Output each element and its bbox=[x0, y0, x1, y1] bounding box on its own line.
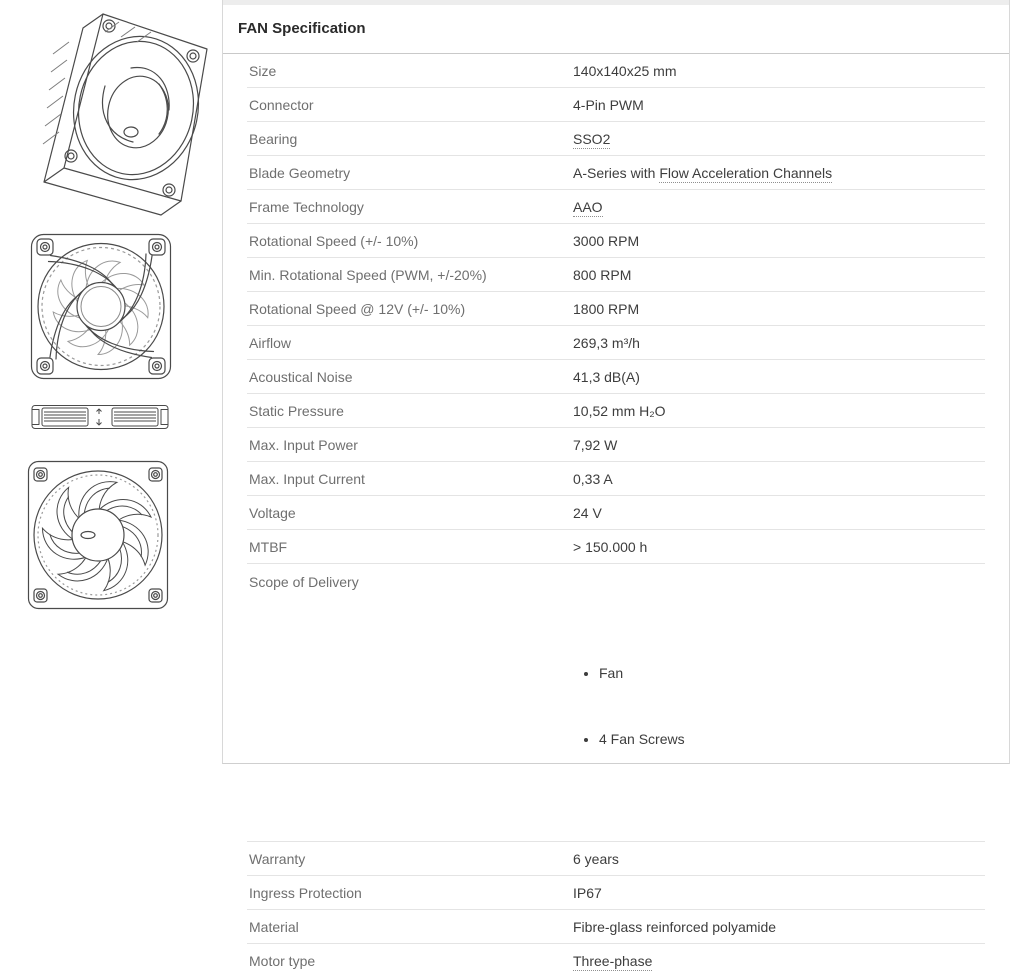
spec-row-acoustical-noise bbox=[247, 360, 985, 394]
spec-value: 7,92 W bbox=[573, 436, 618, 453]
scope-of-delivery-list bbox=[573, 618, 685, 794]
spec-row-voltage bbox=[247, 496, 985, 530]
spec-row-bearing bbox=[247, 122, 985, 156]
spec-label: Max. Input Current bbox=[249, 470, 365, 487]
spec-row-mtbf bbox=[247, 530, 985, 564]
panel-header bbox=[223, 5, 1009, 54]
spec-label: Scope of Delivery bbox=[249, 574, 359, 590]
spec-value: 800 RPM bbox=[573, 266, 632, 283]
spec-value: Fibre-glass reinforced polyamide bbox=[573, 918, 777, 935]
fan-front-view-drawing bbox=[27, 459, 169, 611]
spec-label: Motor type bbox=[249, 952, 316, 969]
spec-row-scope-of-delivery bbox=[247, 564, 985, 842]
fan-side-view-image[interactable] bbox=[30, 402, 170, 432]
spec-label: Connector bbox=[249, 96, 314, 113]
spec-row-airflow bbox=[247, 326, 985, 360]
spec-label: Rotational Speed (+/- 10%) bbox=[249, 232, 419, 249]
scope-list-item: • 4 Fan Screws bbox=[599, 728, 685, 750]
spec-value bbox=[573, 165, 832, 181]
spec-value: 1800 RPM bbox=[573, 300, 640, 317]
tooltip-link-three-phase[interactable]: Three-phase bbox=[573, 952, 653, 969]
spec-value: 140x140x25 mm bbox=[573, 62, 677, 79]
spec-label: Material bbox=[249, 918, 299, 935]
spec-value: > 150.000 h bbox=[573, 538, 648, 555]
fan-front-view-image[interactable] bbox=[27, 459, 169, 611]
spec-value: 0,33 A bbox=[573, 470, 613, 487]
scope-list-item: • Fan bbox=[599, 662, 685, 684]
spec-value: 6 years bbox=[573, 850, 619, 867]
fan-3d-view-image[interactable] bbox=[8, 2, 215, 222]
spec-row-rotational-speed bbox=[247, 224, 985, 258]
spec-label: Ingress Protection bbox=[249, 884, 362, 901]
fan-3d-view-drawing bbox=[8, 2, 215, 222]
spec-label: Bearing bbox=[249, 130, 298, 147]
spec-value: 4-Pin PWM bbox=[573, 96, 644, 113]
spec-row-max-input-power bbox=[247, 428, 985, 462]
spec-table bbox=[247, 54, 985, 977]
spec-row-max-input-current bbox=[247, 462, 985, 496]
spec-value: 41,3 dB(A) bbox=[573, 368, 640, 385]
spec-value: IP67 bbox=[573, 884, 602, 901]
spec-value: 3000 RPM bbox=[573, 232, 640, 249]
fan-specification-panel bbox=[222, 0, 1010, 969]
fan-rear-view-drawing bbox=[30, 233, 172, 380]
spec-row-ingress-protection bbox=[247, 876, 985, 910]
spec-row-size bbox=[247, 54, 985, 88]
panel-title: FAN Specification bbox=[238, 20, 366, 37]
spec-label: Blade Geometry bbox=[249, 164, 351, 181]
spec-label: Airflow bbox=[249, 334, 292, 351]
spec-label: Max. Input Power bbox=[249, 436, 358, 453]
tooltip-link-aao[interactable]: AAO bbox=[573, 198, 603, 215]
spec-label: Warranty bbox=[249, 850, 306, 867]
tooltip-link-flow-acceleration-channels[interactable]: Flow Acceleration Channels bbox=[659, 164, 833, 181]
spec-label: Rotational Speed @ 12V (+/- 10%) bbox=[249, 300, 466, 317]
spec-label: Frame Technology bbox=[249, 198, 364, 215]
spec-row-frame-technology bbox=[247, 190, 985, 224]
product-image-sidebar bbox=[0, 0, 222, 776]
spec-label: Static Pressure bbox=[249, 402, 344, 419]
spec-label: Voltage bbox=[249, 504, 296, 521]
spec-row-material bbox=[247, 910, 985, 944]
spec-value: 269,3 m³/h bbox=[573, 334, 640, 351]
spec-label: MTBF bbox=[249, 538, 288, 555]
spec-label: Size bbox=[249, 62, 277, 79]
spec-row-min-rotational-speed bbox=[247, 258, 985, 292]
spec-value bbox=[573, 199, 603, 215]
spec-value: 24 V bbox=[573, 504, 602, 521]
spec-value bbox=[573, 573, 685, 826]
fan-rear-view-image[interactable] bbox=[30, 233, 172, 380]
fan-side-view-drawing bbox=[30, 402, 170, 432]
spec-label: Min. Rotational Speed (PWM, +/-20%) bbox=[249, 266, 487, 283]
spec-row-connector bbox=[247, 88, 985, 122]
spec-row-motor-type bbox=[247, 944, 985, 977]
spec-label: Acoustical Noise bbox=[249, 368, 353, 385]
spec-value-text: A-Series with bbox=[573, 164, 660, 181]
spec-value bbox=[573, 131, 610, 147]
spec-row-rotational-speed-12v bbox=[247, 292, 985, 326]
spec-value bbox=[573, 953, 652, 969]
spec-row-blade-geometry bbox=[247, 156, 985, 190]
tooltip-link-sso2[interactable]: SSO2 bbox=[573, 130, 611, 147]
spec-row-static-pressure bbox=[247, 394, 985, 428]
spec-value: 10,52 mm H₂O bbox=[573, 402, 666, 419]
spec-row-warranty bbox=[247, 842, 985, 876]
